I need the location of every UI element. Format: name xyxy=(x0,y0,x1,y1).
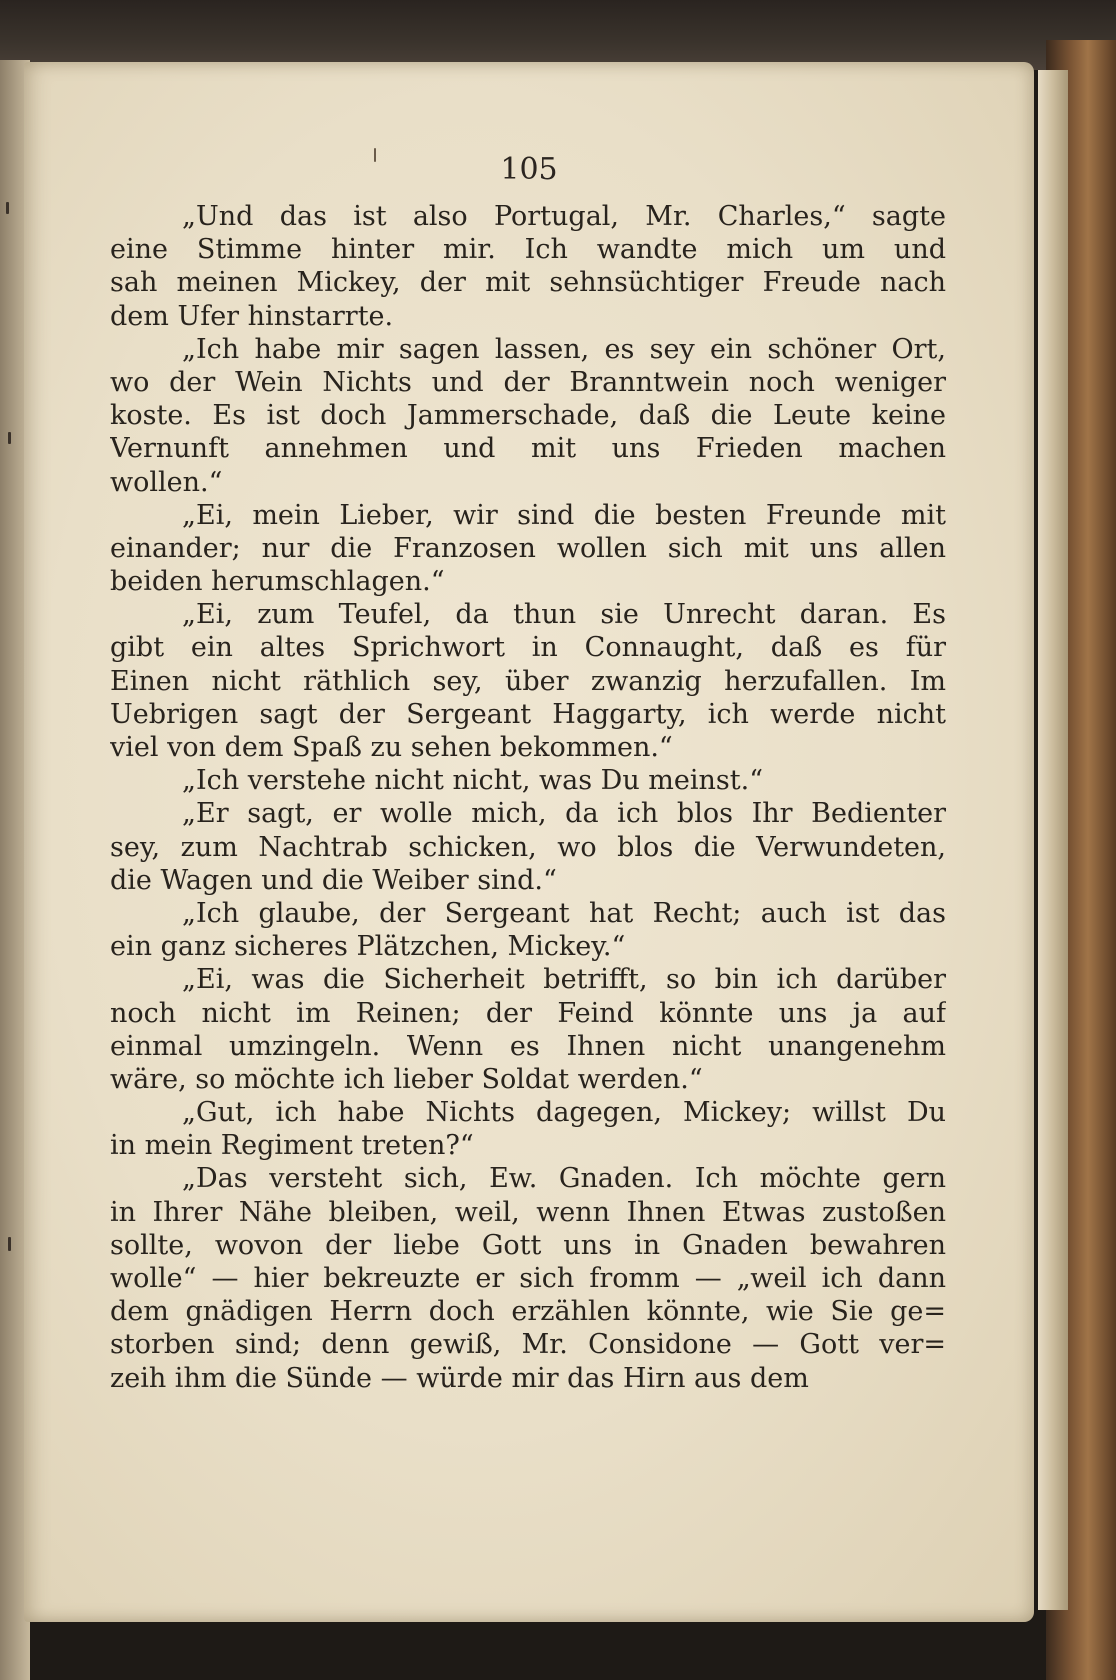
paragraph-first-line: „Ich habe mir sagen lassen, es sey ein schöner Ort, xyxy=(182,333,946,365)
text-line: Einen nicht räthlich sey, über zwanzig herzufallen. Im xyxy=(110,665,946,697)
margin-speck xyxy=(8,1237,11,1251)
text-line: storben sind; denn gewiß, Mr. Considone — Gott ver= xyxy=(110,1329,946,1361)
page-number: 105 xyxy=(500,152,558,187)
text-line: eine Stimme hinter mir. Ich wandte mich um und xyxy=(110,234,946,266)
text-line: dem Ufer hinstarrte. xyxy=(110,300,394,332)
text-line: in mein Regiment treten?“ xyxy=(110,1130,474,1162)
page-text xyxy=(110,200,946,1395)
page-stack-edge xyxy=(1038,70,1068,1610)
paragraph-first-line: „Ei, was die Sicherheit betrifft, so bin ich darüber xyxy=(182,964,946,996)
paragraph-first-line: „Ich verstehe nicht nicht, was Du meinst.“ xyxy=(182,765,764,797)
text-line: zeih ihm die Sünde — würde mir das Hirn aus dem xyxy=(110,1362,809,1394)
paragraph-first-line: „Ich glaube, der Sergeant hat Recht; auch ist das xyxy=(182,897,946,929)
text-line: wolle“ — hier bekreuzte er sich fromm — „weil ich dann xyxy=(110,1263,946,1294)
paragraph-first-line: „Und das ist also Portugal, Mr. Charles,“ sagte xyxy=(182,201,946,232)
book-binding-top xyxy=(0,0,1116,70)
text-line: sollte, wovon der liebe Gott uns in Gnaden bewahren xyxy=(110,1229,946,1261)
paragraph-first-line: „Er sagt, er wolle mich, da ich blos Ihr Bedienter xyxy=(182,798,946,830)
text-line: die Wagen und die Weiber sind.“ xyxy=(110,864,557,896)
text-line: einmal umzingeln. Wenn es Ihnen nicht unangenehm xyxy=(110,1030,946,1062)
text-line: sah meinen Mickey, der mit sehnsüchtiger Freude nach xyxy=(110,267,946,299)
book-page xyxy=(24,62,1034,1622)
text-line: koste. Es ist doch Jammerschade, daß die Leute keine xyxy=(110,400,946,432)
text-line: Vernunft annehmen und mit uns Frieden machen xyxy=(110,433,946,465)
paragraph-first-line: „Gut, ich habe Nichts dagegen, Mickey; willst Du xyxy=(182,1097,946,1129)
text-line: in Ihrer Nähe bleiben, weil, wenn Ihnen Etwas zustoßen xyxy=(110,1196,946,1228)
text-line: sey, zum Nachtrab schicken, wo blos die Verwundeten, xyxy=(110,831,946,863)
paragraph-first-line: „Ei, mein Lieber, wir sind die besten Freunde mit xyxy=(182,499,946,531)
margin-speck xyxy=(6,202,9,214)
paragraph-first-line: „Das versteht sich, Ew. Gnaden. Ich möchte gern xyxy=(182,1163,946,1195)
text-line: wollen.“ xyxy=(110,466,223,498)
text-line: wo der Wein Nichts und der Branntwein noch weniger xyxy=(110,366,946,398)
text-line: Uebrigen sagt der Sergeant Haggarty, ich werde nicht xyxy=(110,698,946,730)
text-line: viel von dem Spaß zu sehen bekommen.“ xyxy=(110,732,673,763)
text-line: noch nicht im Reinen; der Feind könnte uns ja auf xyxy=(110,997,946,1029)
margin-speck xyxy=(374,148,376,162)
margin-speck xyxy=(8,432,11,444)
text-line: ein ganz sicheres Plätzchen, Mickey.“ xyxy=(110,931,626,963)
paragraph-first-line: „Ei, zum Teufel, da thun sie Unrecht daran. Es xyxy=(182,599,946,631)
text-line: beiden herumschlagen.“ xyxy=(110,566,445,598)
text-line: einander; nur die Franzosen wollen sich mit uns allen xyxy=(110,532,946,564)
text-line: wäre, so möchte ich lieber Soldat werden.“ xyxy=(110,1063,703,1095)
text-line: dem gnädigen Herrn doch erzählen könnte, wie Sie ge= xyxy=(110,1296,946,1328)
text-line: gibt ein altes Sprichwort in Connaught, daß es für xyxy=(110,632,946,664)
